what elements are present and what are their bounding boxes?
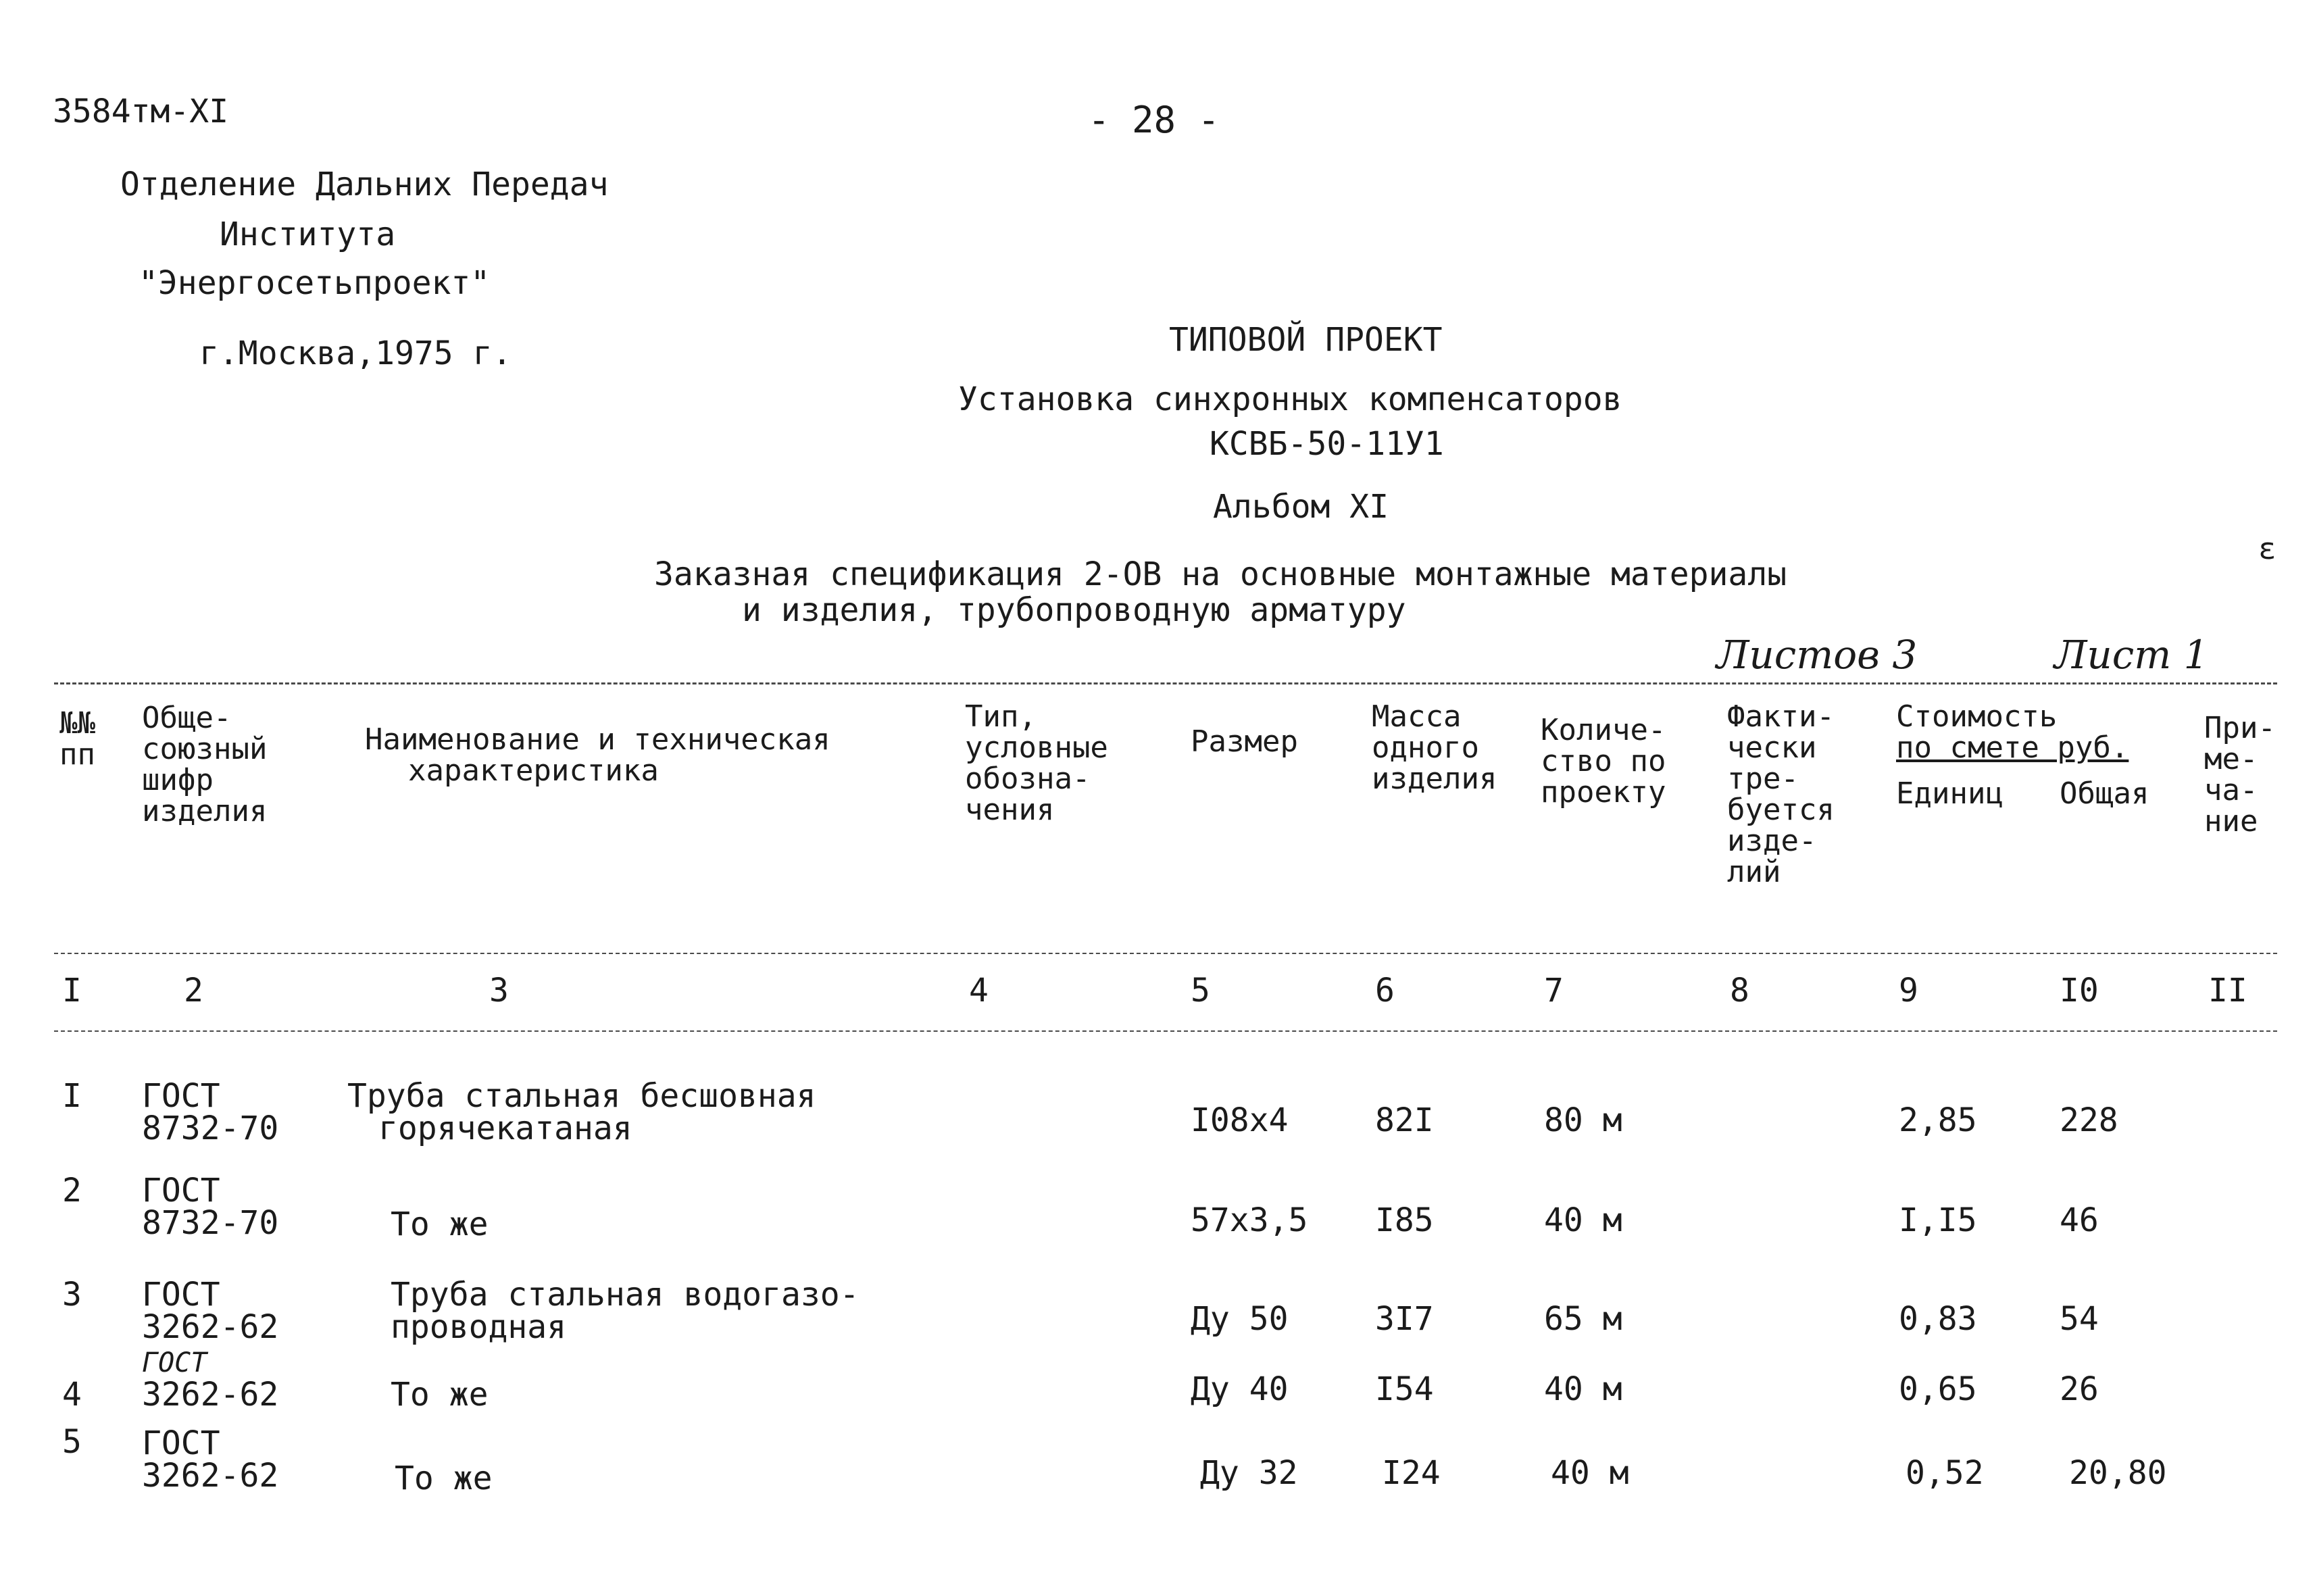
project-name-line-2: КСВБ-50-11У1	[1210, 425, 1444, 463]
row-1-unit-cost: 2,85	[1899, 1101, 1977, 1139]
row-1-number: I	[62, 1077, 82, 1115]
row-3-number: 3	[62, 1276, 82, 1314]
row-1-code: ГОСТ 8732-70	[142, 1077, 279, 1147]
header-col-1: №№ пп	[59, 706, 95, 772]
org-line-3: "Энергосетьпроект"	[139, 264, 491, 302]
row-2-unit-cost: I,I5	[1899, 1201, 1977, 1239]
row-4-total-cost: 26	[2060, 1370, 2099, 1408]
row-2-qty: 40 м	[1544, 1201, 1622, 1239]
row-5-code: ГОСТ 3262-62	[142, 1424, 279, 1495]
row-5-total-cost: 20,80	[2069, 1454, 2167, 1492]
column-number: 3	[489, 972, 509, 1009]
row-2-name: То же	[391, 1205, 489, 1243]
column-number: 7	[1544, 972, 1564, 1009]
row-2-size: 57x3,5	[1191, 1201, 1308, 1239]
column-number: I	[62, 972, 82, 1009]
header-col-4: Тип, условные обозна- чения	[965, 699, 1108, 827]
row-5-name: То же	[395, 1460, 493, 1497]
row-2-mass: I85	[1375, 1201, 1434, 1239]
column-number: 2	[184, 972, 203, 1009]
column-numbers-rule	[54, 1030, 2277, 1032]
row-3-name: Труба стальная водогазо- проводная	[391, 1276, 860, 1346]
row-5-size: Ду 32	[1200, 1454, 1298, 1492]
header-bottom-rule	[54, 953, 2277, 954]
row-5-qty: 40 м	[1551, 1454, 1629, 1492]
org-line-1: Отделение Дальних Передач	[120, 166, 609, 203]
corner-mark: ɛ	[2258, 532, 2276, 566]
header-cost-group: Стоимость по смете руб.	[1896, 699, 2129, 765]
column-number: I0	[2060, 972, 2099, 1009]
spec-title-line-2: и изделия, трубопроводную арматуру	[742, 591, 1406, 629]
row-3-total-cost: 54	[2060, 1300, 2099, 1338]
column-number: 8	[1730, 972, 1749, 1009]
row-4-code: ГОСТ 3262-62	[142, 1347, 279, 1414]
column-number: 4	[969, 972, 989, 1009]
sheet-current: Лист 1	[2054, 632, 2209, 678]
header-col-8: Факти- чески тре- буется изде- лий	[1727, 699, 1835, 889]
column-number: II	[2208, 972, 2247, 1009]
column-number: 6	[1375, 972, 1395, 1009]
column-number: 9	[1899, 972, 1918, 1009]
table-top-rule	[54, 682, 2277, 684]
album-title: Альбом XI	[1213, 488, 1389, 526]
header-col-2: Обще- союзный шифр изделия	[142, 701, 268, 828]
row-4-qty: 40 м	[1544, 1370, 1622, 1408]
row-5-mass: I24	[1382, 1454, 1441, 1492]
row-4-mass: I54	[1375, 1370, 1434, 1408]
row-3-unit-cost: 0,83	[1899, 1300, 1977, 1338]
document-code: 3584тм-XI	[53, 93, 229, 130]
row-3-mass: 3I7	[1375, 1300, 1434, 1338]
row-3-qty: 65 м	[1544, 1300, 1622, 1338]
page-number: - 28 -	[1088, 99, 1220, 141]
header-col-9: Единиц	[1896, 776, 2003, 811]
row-5-number: 5	[62, 1423, 82, 1461]
row-1-size: I08x4	[1191, 1101, 1289, 1139]
row-3-code: ГОСТ 3262-62	[142, 1276, 279, 1346]
header-col-10: Общая	[2060, 776, 2149, 811]
row-1-mass: 82I	[1375, 1101, 1434, 1139]
row-3-size: Ду 50	[1191, 1300, 1289, 1338]
row-2-number: 2	[62, 1172, 82, 1210]
row-2-total-cost: 46	[2060, 1201, 2099, 1239]
row-4-name: То же	[391, 1376, 489, 1414]
row-1-qty: 80 м	[1544, 1101, 1622, 1139]
spec-title-line-1: Заказная спецификация 2-ОВ на основные монтажные материалы	[654, 555, 1787, 593]
row-1-total-cost: 228	[2060, 1101, 2118, 1139]
row-2-code: ГОСТ 8732-70	[142, 1172, 279, 1242]
header-col-5: Размер	[1191, 724, 1298, 759]
city-year: г.Москва,1975 г.	[199, 334, 512, 372]
row-4-unit-cost: 0,65	[1899, 1370, 1977, 1408]
column-number: 5	[1191, 972, 1210, 1009]
org-line-2: Института	[220, 216, 396, 253]
row-1-name: Труба стальная бесшовная горячекатаная	[347, 1077, 816, 1147]
project-name-line-1: Установка синхронных компенсаторов	[958, 380, 1622, 418]
sheets-total: Листов 3	[1716, 632, 1918, 678]
header-col-3: Наименование и техническая характеристика	[365, 722, 830, 788]
row-5-unit-cost: 0,52	[1906, 1454, 1984, 1492]
header-col-7: Количе- ство по проекту	[1541, 713, 1666, 809]
header-col-11: При- ме- ча- ние	[2204, 711, 2276, 839]
row-4-size: Ду 40	[1191, 1370, 1289, 1408]
row-4-number: 4	[62, 1376, 82, 1414]
header-col-6: Масса одного изделия	[1372, 699, 1497, 796]
project-kind: ТИПОВОЙ ПРОЕКТ	[1169, 321, 1443, 359]
